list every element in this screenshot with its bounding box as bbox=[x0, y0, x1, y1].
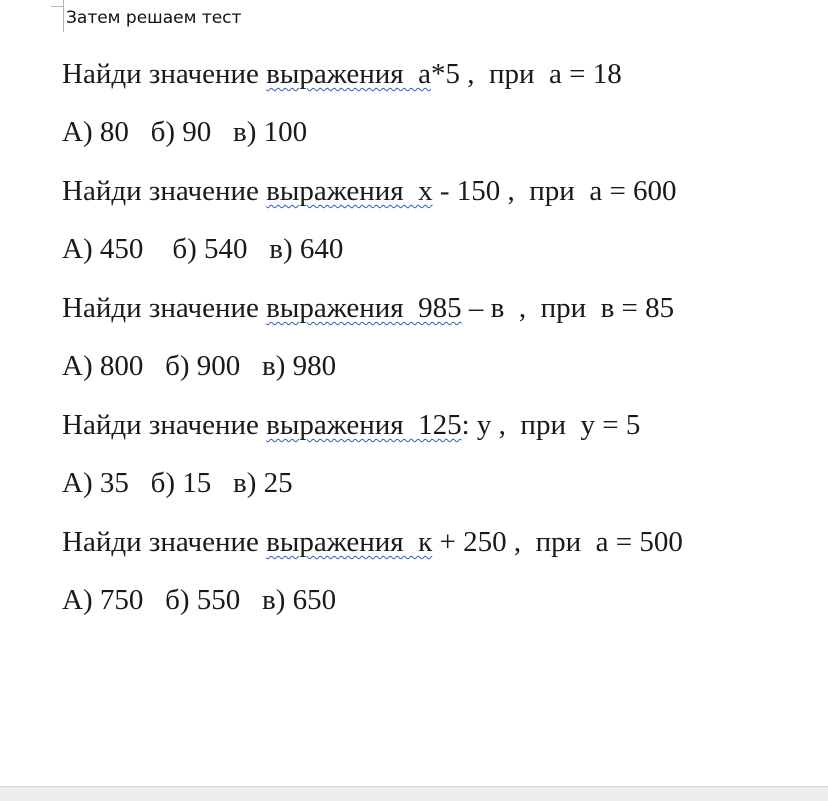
answer-options-4: А) 35 б) 15 в) 25 bbox=[62, 467, 293, 499]
question-3-rest: – в , при в = 85 bbox=[461, 292, 675, 324]
question-4-spellcheck-underline: выражения 125 bbox=[266, 409, 462, 441]
question-3-spellcheck-underline: выражения 985 bbox=[266, 292, 462, 324]
question-4 bbox=[62, 408, 640, 442]
question-3-prefix: Найди значение bbox=[62, 292, 267, 324]
answer-options-5: А) 750 б) 550 в) 650 bbox=[62, 584, 337, 616]
answer-options-1: А) 80 б) 90 в) 100 bbox=[62, 116, 308, 148]
question-2-rest: - 150 , при а = 600 bbox=[432, 175, 677, 207]
question-3 bbox=[62, 291, 674, 325]
question-2-prefix: Найди значение bbox=[62, 175, 267, 207]
question-4-prefix: Найди значение bbox=[62, 409, 267, 441]
answer-options-3: А) 800 б) 900 в) 980 bbox=[62, 350, 337, 382]
text-boundary-line bbox=[63, 6, 64, 32]
question-5-prefix: Найди значение bbox=[62, 526, 267, 558]
question-1-prefix: Найди значение bbox=[62, 58, 267, 90]
question-1 bbox=[62, 57, 622, 91]
question-2 bbox=[62, 174, 677, 208]
question-5 bbox=[62, 525, 683, 559]
answer-options-2: А) 450 б) 540 в) 640 bbox=[62, 233, 344, 265]
question-5-rest: + 250 , при а = 500 bbox=[432, 526, 683, 558]
section-heading: Затем решаем тест bbox=[66, 8, 242, 28]
window-bottom-bar bbox=[0, 786, 828, 801]
question-5-spellcheck-underline: выражения к bbox=[266, 526, 433, 558]
question-1-spellcheck-underline: выражения а bbox=[266, 58, 431, 90]
question-1-rest: *5 , при а = 18 bbox=[431, 58, 622, 90]
question-2-spellcheck-underline: выражения х bbox=[266, 175, 433, 207]
question-4-rest: : у , при у = 5 bbox=[461, 409, 641, 441]
